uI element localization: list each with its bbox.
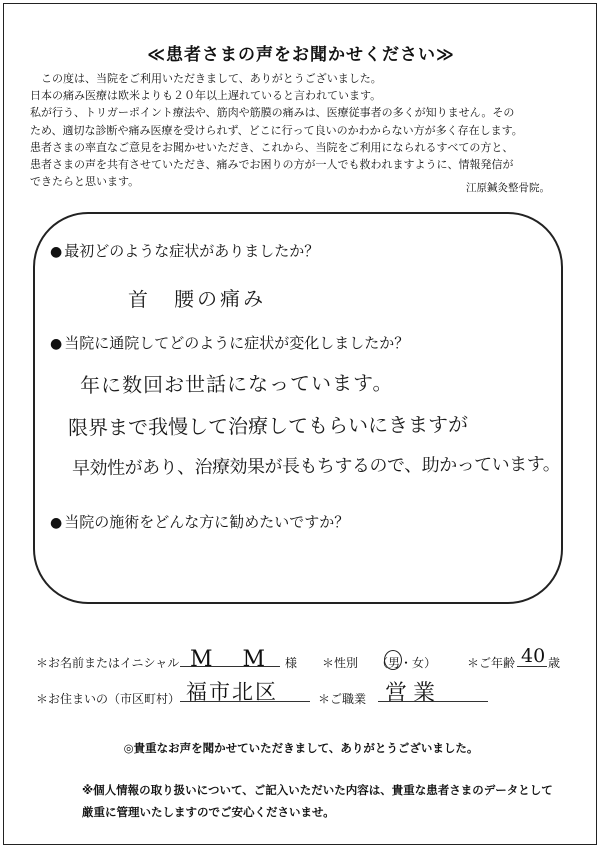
bullet-icon: ● bbox=[50, 244, 63, 260]
clinic-signature: 江原鍼灸整骨院。 bbox=[466, 182, 550, 194]
name-label: ＊お名前またはイニシャル bbox=[36, 656, 180, 670]
job-underline bbox=[378, 701, 488, 702]
age-label: ＊ご年齢 bbox=[467, 656, 516, 670]
address-value: 福市北区 bbox=[186, 680, 278, 704]
gender-male: 男 bbox=[388, 656, 401, 670]
question-1-text: 最初どのような症状がありましたか？ bbox=[64, 242, 320, 260]
thanks-message: ◎貴重なお声を聞かせていただきまして、ありがとうございました。 bbox=[123, 741, 479, 755]
intro-line: 私が行う、トリガーポイント療法や、筋肉や筋膜の痛みは、医療従事者の多くが知りません。その bbox=[30, 106, 515, 120]
answer-2-line-1: 年に数回お世話になっています。 bbox=[79, 370, 394, 398]
intro-text bbox=[30, 70, 575, 190]
answer-2-line-3: 早効性があり、治療効果が長もちするので、助かっています。 bbox=[71, 453, 561, 480]
bullet-icon: ● bbox=[50, 515, 63, 531]
privacy-line: 厳重に管理いたしますのでご安心くださいませ。 bbox=[82, 805, 335, 819]
intro-line: 日本の痛み医療は欧米よりも２０年以上遅れていると言われています。 bbox=[30, 89, 382, 103]
intro-line: ため、適切な診断や痛み医療を受けられず、どこに行って良いのかわからない方が多く存在します。 bbox=[30, 123, 523, 137]
intro-line: 患者さまの率直なご意見をお聞かせいただき、これから、当院をご利用になられるすべての方と、 bbox=[30, 140, 514, 154]
job-value: 営業 bbox=[385, 681, 442, 706]
question-3 bbox=[50, 511, 349, 532]
gender-selected-circle bbox=[384, 650, 402, 670]
question-2-text: 当院に通院してどのように症状が変化しましたか？ bbox=[64, 334, 410, 352]
address-underline bbox=[180, 701, 310, 702]
gender-options: （男・女） bbox=[376, 656, 437, 670]
gender-label: ＊性別 bbox=[322, 656, 359, 670]
question-1 bbox=[50, 240, 319, 261]
privacy-line: ※個人情報の取り扱いについて、ご記入いただいた内容は、貴重な患者さまのデータとして bbox=[82, 783, 553, 797]
name-value: M M bbox=[190, 647, 270, 672]
intro-line: できたらと思います。 bbox=[30, 175, 140, 189]
question-2 bbox=[50, 332, 409, 353]
name-suffix: 様 bbox=[285, 656, 298, 670]
age-underline bbox=[517, 666, 547, 667]
answer-2-line-2: 限界まで我慢して治療してもらいにきますが bbox=[67, 412, 469, 440]
intro-line: この度は、当院をご利用いただきまして、ありがとうございました。 bbox=[41, 72, 382, 85]
privacy-notice bbox=[82, 779, 553, 823]
gender-female: 女 bbox=[412, 656, 425, 670]
answer-1: 首 腰の痛み bbox=[127, 286, 267, 312]
gender-separator: ・ bbox=[400, 656, 413, 670]
question-box bbox=[33, 212, 563, 604]
intro-line: 患者さまの声を共有させていただき、痛みでお困りの方が一人でも救われますように、情報発信が bbox=[30, 158, 514, 172]
name-underline bbox=[180, 666, 280, 667]
bullet-icon: ● bbox=[50, 336, 63, 352]
page-title: ≪患者さまの声をお聞かせください≫ bbox=[147, 45, 455, 65]
question-3-text: 当院の施術をどんな方に勧めたいですか？ bbox=[64, 513, 350, 531]
age-value: 40 bbox=[521, 645, 546, 667]
address-label: ＊お住まいの（市区町村） bbox=[36, 692, 181, 706]
job-label: ＊ご職業 bbox=[318, 692, 367, 706]
age-suffix: 歳 bbox=[548, 656, 561, 670]
